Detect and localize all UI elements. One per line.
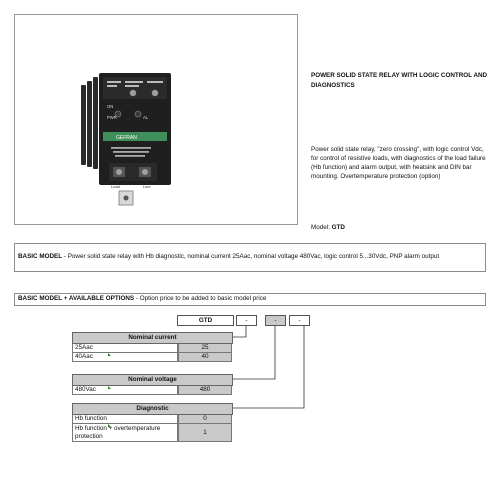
nominal-current-value-25: 25 xyxy=(178,344,232,353)
table-row[interactable] xyxy=(72,424,231,442)
device-load-label: Load xyxy=(111,184,120,189)
device-al-label: AL xyxy=(143,115,149,120)
diagnostic-value-hb-overtemp: 1 xyxy=(178,424,232,442)
device-pwr-label: PWR xyxy=(107,115,117,120)
nominal-voltage-value-480: 480 xyxy=(178,386,232,395)
device-on-label: ON xyxy=(107,104,114,109)
cell-marker-icon xyxy=(108,353,111,356)
nominal-current-header: Nominal current xyxy=(72,332,233,344)
nominal-current-label-40: 40Aac xyxy=(72,353,178,362)
order-code-main: GTD xyxy=(177,315,234,326)
table-row[interactable] xyxy=(72,344,231,353)
product-description: Power solid state relay, "zero crossing", with logic control Vdc, for control of resistive loads, with diagnostics of the load failure (Hb function) and alarm output, with heatsink and DIN bar mounting. Overtemperature protection (option) xyxy=(311,146,486,181)
options-label: BASIC MODEL + AVAILABLE OPTIONS xyxy=(18,295,135,302)
nominal-voltage-label-480: 480Vac xyxy=(72,386,178,395)
nominal-current-label-25: 25Aac xyxy=(72,344,178,353)
diagnostic-label-hb: Hb function xyxy=(72,415,178,424)
nominal-voltage-header: Nominal voltage xyxy=(72,374,233,386)
order-code-segment-2[interactable]: - xyxy=(265,315,286,326)
table-row[interactable] xyxy=(72,386,231,395)
basic-model-label: BASIC MODEL xyxy=(18,253,63,260)
table-row[interactable] xyxy=(72,353,231,362)
nominal-current-value-40: 40 xyxy=(178,353,232,362)
diagnostic-header: Diagnostic xyxy=(72,403,233,415)
order-code-segment-3[interactable]: - xyxy=(289,315,310,326)
basic-model-description: - Power solid state relay with Hb diagnostic, nominal current 25Aac, nominal voltage 480Vac, logic control 5...30Vdc, PNP alarm output xyxy=(62,253,440,260)
order-code-segment-1[interactable]: - xyxy=(236,315,257,326)
diagnostic-label-hb-overtemp: Hb function + overtemperature protection xyxy=(72,424,178,442)
cell-marker-icon xyxy=(108,424,111,427)
model-label: Model: xyxy=(311,224,330,231)
diagnostic-value-hb: 0 xyxy=(178,415,232,424)
table-row[interactable] xyxy=(72,415,231,424)
cell-marker-icon xyxy=(108,386,111,389)
model-value: GTD xyxy=(331,224,345,231)
options-description: - Option price to be added to basic model price xyxy=(134,295,267,302)
product-title: POWER SOLID STATE RELAY WITH LOGIC CONTROL AND DIAGNOSTICS xyxy=(311,72,488,89)
device-brand-label: GEFRAN xyxy=(116,135,137,141)
device-line-label: Line xyxy=(143,184,151,189)
